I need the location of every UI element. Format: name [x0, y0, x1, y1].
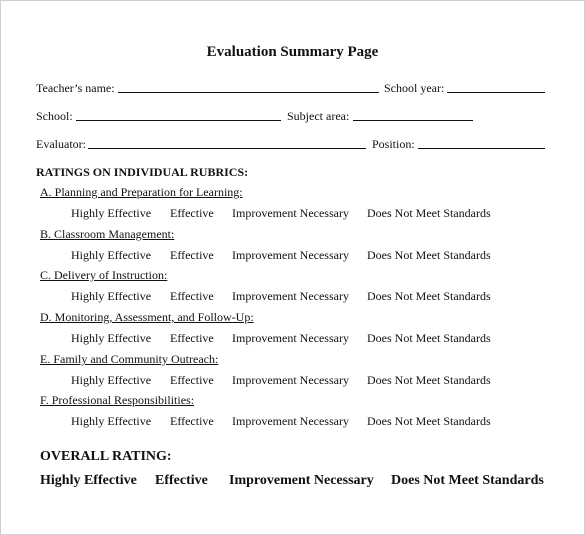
rubric-a-label: A. Planning and Preparation for Learning:	[40, 185, 243, 199]
position-field[interactable]	[418, 148, 545, 149]
rubric-b-improvement-necessary[interactable]: Improvement Necessary	[232, 248, 349, 262]
rubric-a-improvement-necessary[interactable]: Improvement Necessary	[232, 206, 349, 220]
rubric-c-label: C. Delivery of Instruction:	[40, 268, 168, 282]
position-label: Position:	[372, 137, 415, 151]
rubric-a-effective[interactable]: Effective	[170, 206, 214, 220]
rubric-d-improvement-necessary[interactable]: Improvement Necessary	[232, 331, 349, 345]
rubric-d-highly-effective[interactable]: Highly Effective	[71, 331, 152, 345]
rubric-b-does-not-meet[interactable]: Does Not Meet Standards	[367, 248, 491, 262]
rubric-e-label: E. Family and Community Outreach:	[40, 352, 219, 366]
teachers-name-field[interactable]	[118, 92, 379, 93]
school-year-label: School year:	[384, 81, 445, 95]
school-field[interactable]	[76, 120, 281, 121]
page-title: Evaluation Summary Page	[206, 44, 379, 60]
rubric-f-does-not-meet[interactable]: Does Not Meet Standards	[367, 414, 491, 428]
rubric-b-label: B. Classroom Management:	[40, 227, 175, 241]
rubric-c-improvement-necessary[interactable]: Improvement Necessary	[232, 289, 349, 303]
school-label: School:	[36, 109, 73, 123]
rubric-f-label: F. Professional Responsibilities:	[40, 393, 195, 407]
rubric-e-highly-effective[interactable]: Highly Effective	[71, 373, 152, 387]
overall-improvement-necessary[interactable]: Improvement Necessary	[229, 473, 374, 488]
rubric-b-highly-effective[interactable]: Highly Effective	[71, 248, 152, 262]
rubric-b-effective[interactable]: Effective	[170, 248, 214, 262]
evaluator-label: Evaluator:	[36, 137, 86, 151]
rubric-f-highly-effective[interactable]: Highly Effective	[71, 414, 152, 428]
rubric-f-improvement-necessary[interactable]: Improvement Necessary	[232, 414, 349, 428]
rubric-c-highly-effective[interactable]: Highly Effective	[71, 289, 152, 303]
school-year-field[interactable]	[447, 92, 545, 93]
rubric-f-effective[interactable]: Effective	[170, 414, 214, 428]
rubric-e-does-not-meet[interactable]: Does Not Meet Standards	[367, 373, 491, 387]
overall-effective[interactable]: Effective	[155, 473, 208, 488]
rubric-d-effective[interactable]: Effective	[170, 331, 214, 345]
rubric-e-improvement-necessary[interactable]: Improvement Necessary	[232, 373, 349, 387]
overall-rating-heading: OVERALL RATING:	[40, 449, 172, 464]
subject-area-label: Subject area:	[287, 109, 350, 123]
rubric-a-does-not-meet[interactable]: Does Not Meet Standards	[367, 206, 491, 220]
overall-highly-effective[interactable]: Highly Effective	[40, 473, 137, 488]
rubric-d-does-not-meet[interactable]: Does Not Meet Standards	[367, 331, 491, 345]
subject-area-field[interactable]	[353, 120, 473, 121]
overall-does-not-meet[interactable]: Does Not Meet Standards	[391, 473, 544, 488]
ratings-heading: RATINGS ON INDIVIDUAL RUBRICS:	[36, 165, 249, 179]
teachers-name-label: Teacher’s name:	[36, 81, 115, 95]
rubric-c-effective[interactable]: Effective	[170, 289, 214, 303]
rubric-e-effective[interactable]: Effective	[170, 373, 214, 387]
evaluator-field[interactable]	[88, 148, 366, 149]
rubric-a-highly-effective[interactable]: Highly Effective	[71, 206, 152, 220]
rubric-c-does-not-meet[interactable]: Does Not Meet Standards	[367, 289, 491, 303]
rubric-d-label: D. Monitoring, Assessment, and Follow-Up:	[40, 310, 254, 324]
